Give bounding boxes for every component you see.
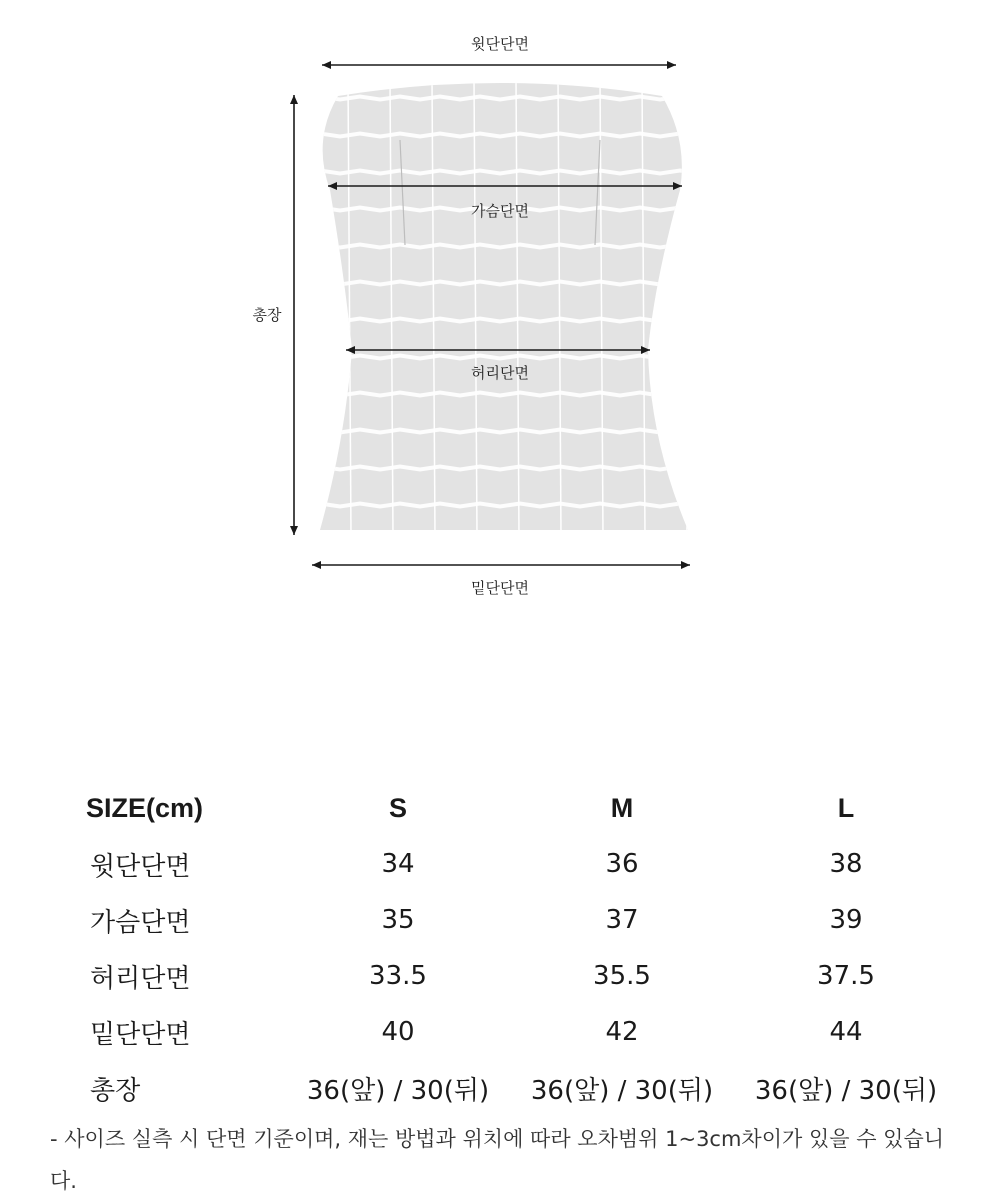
table-cell: 36(앞) / 30(뒤) (306, 1075, 490, 1106)
table-cell: 36 (605, 849, 639, 879)
table-row (50, 1060, 958, 1116)
row-label: 총장 (90, 1075, 141, 1106)
size-header-l: L (837, 792, 855, 823)
table-cell: 33.5 (369, 961, 427, 991)
row-label: 가슴단면 (90, 907, 191, 938)
chest-width-label: 가슴단면 (471, 202, 529, 220)
table-cell: 35.5 (593, 961, 651, 991)
hem-width-label: 밑단단면 (471, 579, 529, 597)
table-header-row (50, 780, 958, 836)
table-cell: 37 (605, 905, 639, 935)
table-cell: 36(앞) / 30(뒤) (530, 1075, 714, 1106)
table-cell: 34 (381, 849, 415, 879)
table-cell: 37.5 (817, 961, 875, 991)
size-chart-table (50, 780, 958, 1116)
top-width-label: 윗단단면 (471, 35, 529, 53)
size-header-m: M (610, 792, 634, 823)
table-cell: 42 (605, 1017, 639, 1047)
row-label: 밑단단면 (90, 1019, 191, 1050)
table-cell: 36(앞) / 30(뒤) (754, 1075, 938, 1106)
row-label: 허리단면 (90, 963, 191, 994)
table-cell: 35 (381, 905, 415, 935)
table-row (50, 836, 958, 892)
table-row (50, 948, 958, 1004)
table-cell: 39 (829, 905, 863, 935)
garment-body (300, 80, 700, 535)
measurement-note: - 사이즈 실측 시 단면 기준이며, 재는 방법과 위치에 따라 오차범위 1~3cm차이가 있을 수 있습니다. (50, 1127, 945, 1193)
table-row (50, 892, 958, 948)
table-cell: 38 (829, 849, 863, 879)
row-label: 윗단단면 (90, 851, 191, 882)
table-cell: 44 (829, 1017, 863, 1047)
tweed-thread (684, 80, 687, 535)
size-header-s: S (388, 792, 407, 823)
total-length-label: 총장 (252, 306, 282, 324)
size-unit-header: SIZE(cm) (86, 792, 204, 823)
table-row (50, 1004, 958, 1060)
table-cell: 40 (381, 1017, 415, 1047)
waist-width-label: 허리단면 (471, 364, 529, 382)
